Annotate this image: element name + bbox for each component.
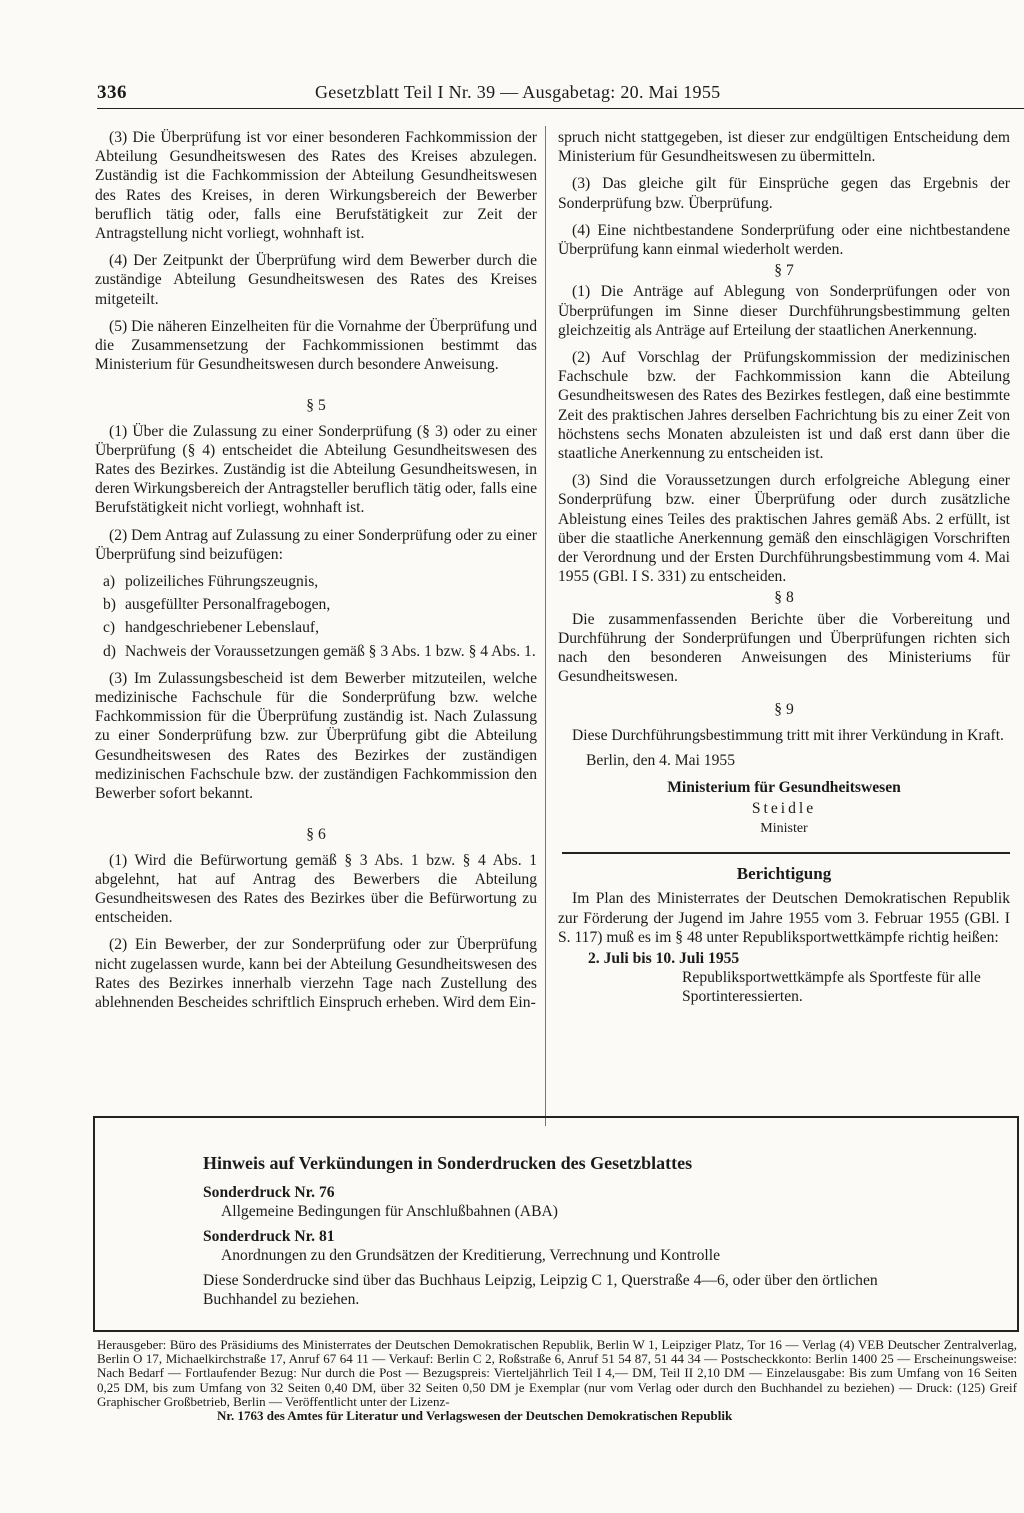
paragraph-5-2: (2) Dem Antrag auf Zulassung zu einer Sonderprüfung oder zu einer Überprüfung sind beizufügen: (95, 526, 537, 563)
paragraph-6-2: (2) Ein Bewerber, der zur Sonderprüfung oder zur Überprüfung nicht zugelassen wurde, kann bei der Abteilung Gesundheitswesen des Rates des Bezirkes innerhalb vierzehn Tage nach Zustellung des ablehnenden Bescheides schriftlich Einspruch erheben. Wird dem Ein- (95, 936, 537, 1011)
paragraph-6-3: (3) Das gleiche gilt für Einsprüche gegen das Ergebnis der Sonderprüfung bzw. Überprüfung. (558, 175, 1010, 212)
berichtigung-date: 2. Juli bis 10. Juli 1955 (588, 950, 740, 968)
list-item: b) ausgefüllter Personalfragebogen, (103, 596, 331, 614)
notice-note: Diese Sonderdrucke sind über das Buchhaus Leipzig, Leipzig C 1, Querstraße 4—6, oder über den örtlichen Buchhandel zu beziehen. (203, 1272, 878, 1308)
paragraph-5-3: (3) Im Zulassungsbescheid ist dem Bewerber mitzuteilen, welche medizinische Fachschule für die Sonderprüfung bzw. welche Fachkommission für die Überprüfung zuständig ist. Nach Zulassung zu einer Sonderprüfung bzw. zur Überprüfung gibt die Abteilung Gesundheitswesen des Rates des Bezirkes der zuständigen medizinischen Fachschule bzw. der zuständigen Fachkommission den Bewerber sofort bekannt. (95, 669, 537, 803)
section-6-heading: § 6 (306, 826, 326, 844)
paragraph-5-1: (1) Über die Zulassung zu einer Sonderprüfung (§ 3) oder zu einer Überprüfung (§ 4) entscheidet die Abteilung Gesundheitswesen des Rates des Bezirkes. Zuständig ist die Abteilung Gesundheitswesen, in deren Wirkungsbereich der Antragsteller beruflich tätig oder, falls eine Berufstätigkeit nicht vorliegt, wohnhaft ist. (95, 422, 537, 517)
paragraph-4-5: (5) Die näheren Einzelheiten für die Vornahme der Überprüfung und die Zusammensetzung der Fachkommissionen bestimmt das Ministerium für Gesundheitswesen durch besondere Anweisung. (95, 317, 537, 374)
sonderdruck-label: Sonderdruck Nr. 81 (203, 1228, 335, 1245)
right-column (558, 128, 1010, 1007)
paragraph-7-3: (3) Sind die Voraussetzungen durch erfolgreiche Ablegung einer Sonderprüfung bzw. einer Überprüfung oder durch zusätzliche Ableistung eines Teiles des praktischen Jahres gemäß Abs. 2 erfüllt, ist über die staatliche Anerkennung gemäß den einschlägigen Vorschriften der Verordnung und der Ersten Durchführungsbestimmung vom 4. Mai 1955 (GBl. I S. 331) zu entscheiden. (558, 472, 1010, 586)
section-7-heading: § 7 (774, 262, 794, 280)
imprint (97, 1338, 1017, 1423)
signatory: Steidle (751, 800, 817, 818)
notice-box (93, 1116, 1019, 1332)
sonderdruck-text: Allgemeine Bedingungen für Anschlußbahnen (ABA) (221, 1203, 558, 1220)
section-9-heading: § 9 (774, 701, 794, 719)
paragraph-7-2: (2) Auf Vorschlag der Prüfungskommission der medizinischen Fachschule bzw. der Fachkommission kann die Abteilung Gesundheitswesen des Rates des Bezirkes festlegen, daß eine bestimmte Zeit des praktischen Jahres derselben Fachrichtung bis zu einer Zeit von höchstens sechs Monaten abzuleisten ist und daß erst dann über die staatliche Anerkennung zu entscheiden ist. (558, 349, 1010, 463)
ministry-name: Ministerium für Gesundheitswesen (667, 779, 901, 797)
berichtigung-title: Berichtigung (736, 864, 832, 884)
paragraph-4-4: (4) Der Zeitpunkt der Überprüfung wird dem Bewerber durch die zuständige Abteilung Gesundheitswesen des Rates des Kreises mitgeteilt. (95, 252, 537, 308)
left-column (95, 128, 537, 1020)
paragraph-6-1: (1) Wird die Befürwortung gemäß § 3 Abs. 1 bzw. § 4 Abs. 1 abgelehnt, hat auf Antrag des Bewerbers die Abteilung Gesundheitswesen des Rates des Bezirkes über die Befürwortung zu entscheiden. (95, 851, 537, 927)
paragraph-9: Diese Durchführungsbestimmung tritt mit ihrer Verkündung in Kraft. (572, 726, 1004, 744)
berichtigung-text: Im Plan des Ministerrates der Deutschen Demokratischen Republik zur Förderung der Jugend im Jahre 1955 vom 3. Februar 1955 (GBl. I S. 117) muß es im § 48 unter Republiksportwettkämpfe richtig heißen: (558, 890, 1010, 946)
paragraph-8: Die zusammenfassenden Berichte über die Vorbereitung und Durchführung der Sonderprüfungen und Überprüfungen richten sich nach den besonderen Anweisungen des Ministeriums für Gesundheitswesen. (558, 610, 1010, 686)
page-number: 336 (97, 82, 127, 103)
sonderdruck-text: Anordnungen zu den Grundsätzen der Kreditierung, Verrechnung und Kontrolle (221, 1247, 720, 1264)
berichtigung-correction: Republiksportwettkämpfe als Sportfeste für alle Sportinteressierten. (682, 969, 981, 1006)
notice-title: Hinweis auf Verkündungen in Sonderdrucken des Gesetzblattes (203, 1153, 693, 1173)
required-documents-list (95, 572, 537, 661)
page-header (97, 82, 1024, 109)
imprint-text: Herausgeber: Büro des Präsidiums des Ministerrates der Deutschen Demokratischen Republik, Berlin W 1, Leipziger Platz, Tor 16 — Verlag (4) VEB Deutscher Zentralverlag, Berlin O 17, Michaelkirchstraße 17, Anruf 67 64 11 — Verkauf: Berlin C 2, Roßstraße 6, Anruf 51 54 87, 51 44 34 — Postscheckkonto: Berlin 1400 25 — Erscheinungsweise: Nach Bedarf — Fortlaufender Bezug: Nur durch die Post — Bezugspreis: Vierteljährlich Teil I 4,— DM, Teil II 2,10 DM — Einzelausgabe: Bis zum Umfang von 16 Seiten 0,25 DM, bis zum Umfang von 32 Seiten 0,40 DM, über 32 Seiten 0,50 DM je Exemplar (nur vom Verlag oder durch den Buchhandel zu beziehen) — Druck: (125) Greif Graphischer Großbetrieb, Berlin — Veröffentlicht unter der Lizenz- (97, 1337, 1017, 1409)
list-item: a) polizeiliches Führungszeugnis, (103, 573, 319, 591)
section-5-heading: § 5 (306, 397, 326, 415)
notice-content (203, 1154, 903, 1309)
signatory-role: Minister (760, 820, 808, 836)
list-item: c) handgeschriebener Lebenslauf, (103, 619, 319, 637)
paragraph-6-2-continued: spruch nicht stattgegeben, ist dieser zur endgültigen Entscheidung dem Ministerium für Gesundheitswesen zu übermitteln. (558, 129, 1010, 166)
sonderdruck-label: Sonderdruck Nr. 76 (203, 1184, 335, 1201)
paragraph-4-3: (3) Die Überprüfung ist vor einer besonderen Fachkommission der Abteilung Gesundheitswesen des Rates des Kreises abzulegen. Zuständig ist die Fachkommission der Abteilung Gesundheitswesen des Rates des Kreises, in deren Wirkungsbereich der Bewerber beruflich tätig oder, falls eine Berufstätigkeit zur Zeit der Antragstellung nicht vorliegt, wohnhaft ist. (95, 129, 537, 243)
imprint-license-line: Nr. 1763 des Amtes für Literatur und Verlagswesen der Deutschen Demokratischen Republik (217, 1408, 733, 1424)
header-title: Gesetzblatt Teil I Nr. 39 — Ausgabetag: 20. Mai 1955 (315, 82, 721, 102)
divider (562, 852, 1010, 855)
section-8-heading: § 8 (774, 589, 794, 607)
list-item: d) Nachweis der Voraussetzungen gemäß § 3 Abs. 1 bzw. § 4 Abs. 1. (103, 642, 536, 660)
paragraph-6-4: (4) Eine nichtbestandene Sonderprüfung oder eine nichtbestandene Überprüfung kann einmal wiederholt werden. (558, 221, 1010, 259)
column-divider (545, 126, 546, 1126)
paragraph-7-1: (1) Die Anträge auf Ablegung von Sonderprüfungen oder von Überprüfungen im Sinne dieser Durchführungsbestimmung gelten gleichzeitig als Anträge auf Erteilung der staatlichen Anerkennung. (558, 283, 1010, 339)
signing-date: Berlin, den 4. Mai 1955 (586, 751, 735, 769)
